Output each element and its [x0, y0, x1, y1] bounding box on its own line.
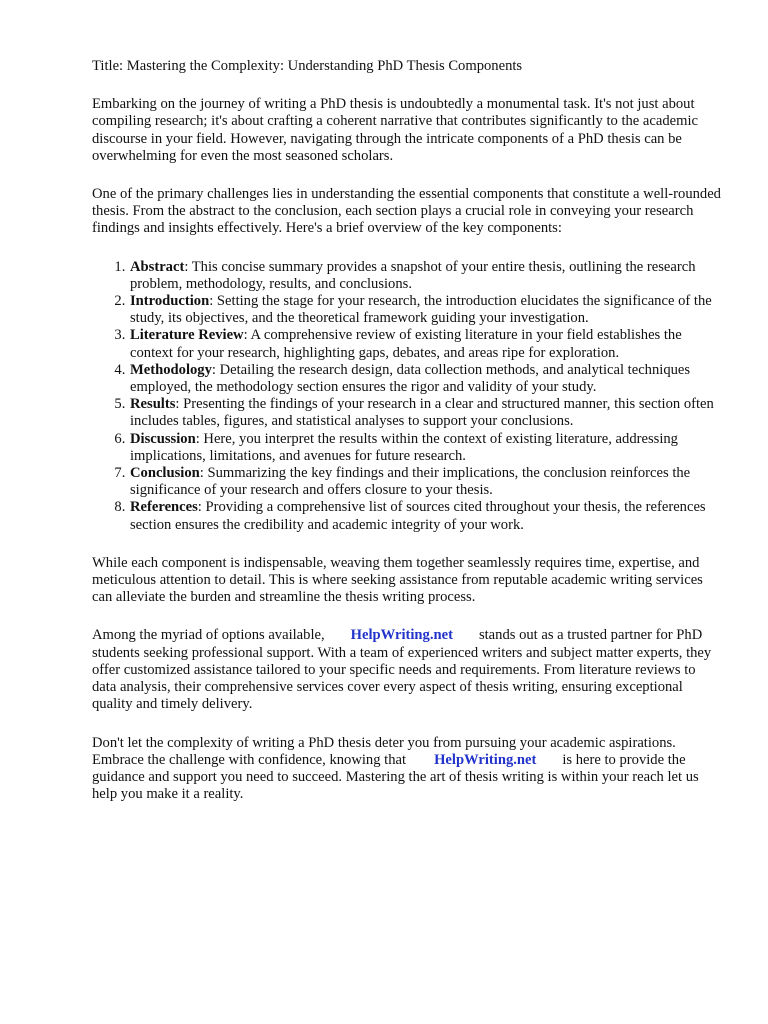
assistance-paragraph: While each component is indispensable, weaving them together seamlessly requires time, expertise, and meticulous attention to detail. This is where seeking assistance from reputable academic writing services can alleviate the burden and streamline the thesis writing process. — [92, 554, 703, 606]
component-term: References — [130, 499, 198, 516]
component-term: Conclusion — [130, 465, 200, 482]
intro-paragraph: Embarking on the journey of writing a PhD thesis is undoubtedly a monumental task. It's not just about compiling research; it's about crafting a coherent narrative that contributes significantly to the academic discourse in your field. However, navigating through the intricate components of a PhD thesis can be overwhelming for even the most seasoned scholars. — [92, 96, 699, 164]
list-item — [129, 465, 722, 499]
component-description: : Presenting the findings of your research in a clear and structured manner, this section often includes tables, figures, and statistical analyses to support your conclusions. — [130, 396, 714, 430]
component-term: Methodology — [130, 361, 212, 378]
list-item — [129, 431, 722, 465]
list-item — [129, 362, 722, 396]
component-description: : This concise summary provides a snapshot of your entire thesis, outlining the research problem, methodology, results, and conclusions. — [130, 258, 696, 292]
options-paragraph — [92, 627, 722, 713]
list-item — [129, 293, 722, 327]
document-title: Title: Mastering the Complexity: Understanding PhD Thesis Components — [92, 58, 523, 74]
component-description: : Here, you interpret the results within the context of existing literature, addressing implications, limitations, and avenues for future research. — [130, 430, 678, 464]
options-text-before: Among the myriad of options available, — [92, 627, 325, 644]
challenges-paragraph: One of the primary challenges lies in understanding the essential components that constitute a well-rounded thesis. From the abstract to the conclusion, each section plays a crucial role in conveying your research findings and insights effectively. Here's a brief overview of the key components: — [92, 186, 721, 237]
component-description: : Providing a comprehensive list of sources cited throughout your thesis, the references section ensures the credibility and academic integrity of your work. — [130, 499, 706, 533]
list-item — [129, 396, 722, 430]
helpwriting-link[interactable]: HelpWriting.net — [434, 751, 537, 768]
component-term: Literature Review — [130, 327, 244, 344]
list-item — [129, 259, 722, 293]
closing-text-after: is here to provide the guidance and support you need to succeed. Mastering the art of thesis writing is within your reach let us help you make it a reality. — [92, 751, 699, 803]
component-term: Discussion — [130, 430, 196, 447]
component-term: Introduction — [130, 293, 210, 310]
list-item — [129, 327, 722, 361]
options-text-after: stands out as a trusted partner for PhD students seeking professional support. With a team of experienced writers and subject matter experts, they offer customized assistance tailored to your specific needs and requirements. From literature reviews to data analysis, their comprehensive services cover every aspect of thesis writing, ensuring exceptional quality and timely delivery. — [92, 627, 712, 713]
components-list — [92, 259, 722, 534]
closing-paragraph — [92, 735, 722, 804]
component-description: : Setting the stage for your research, the introduction elucidates the significance of the study, its objectives, and the theoretical framework guiding your investigation. — [130, 293, 712, 327]
closing-text-before: Don't let the complexity of writing a PhD thesis deter you from pursuing your academic aspirations. Embrace the challenge with confidence, knowing that — [92, 734, 676, 768]
component-term: Abstract — [130, 258, 185, 275]
component-term: Results — [130, 396, 176, 413]
component-description: : Summarizing the key findings and their implications, the conclusion reinforces the significance of your research and offers closure to your thesis. — [130, 465, 691, 499]
component-description: : Detailing the research design, data collection methods, and analytical techniques employed, the methodology section ensures the rigor and validity of your study. — [130, 361, 691, 396]
helpwriting-link[interactable]: HelpWriting.net — [350, 627, 453, 644]
document-page — [92, 58, 722, 824]
component-description: : A comprehensive review of existing literature in your field establishes the context for your research, highlighting gaps, debates, and areas ripe for exploration. — [130, 327, 682, 361]
list-item — [129, 499, 722, 533]
